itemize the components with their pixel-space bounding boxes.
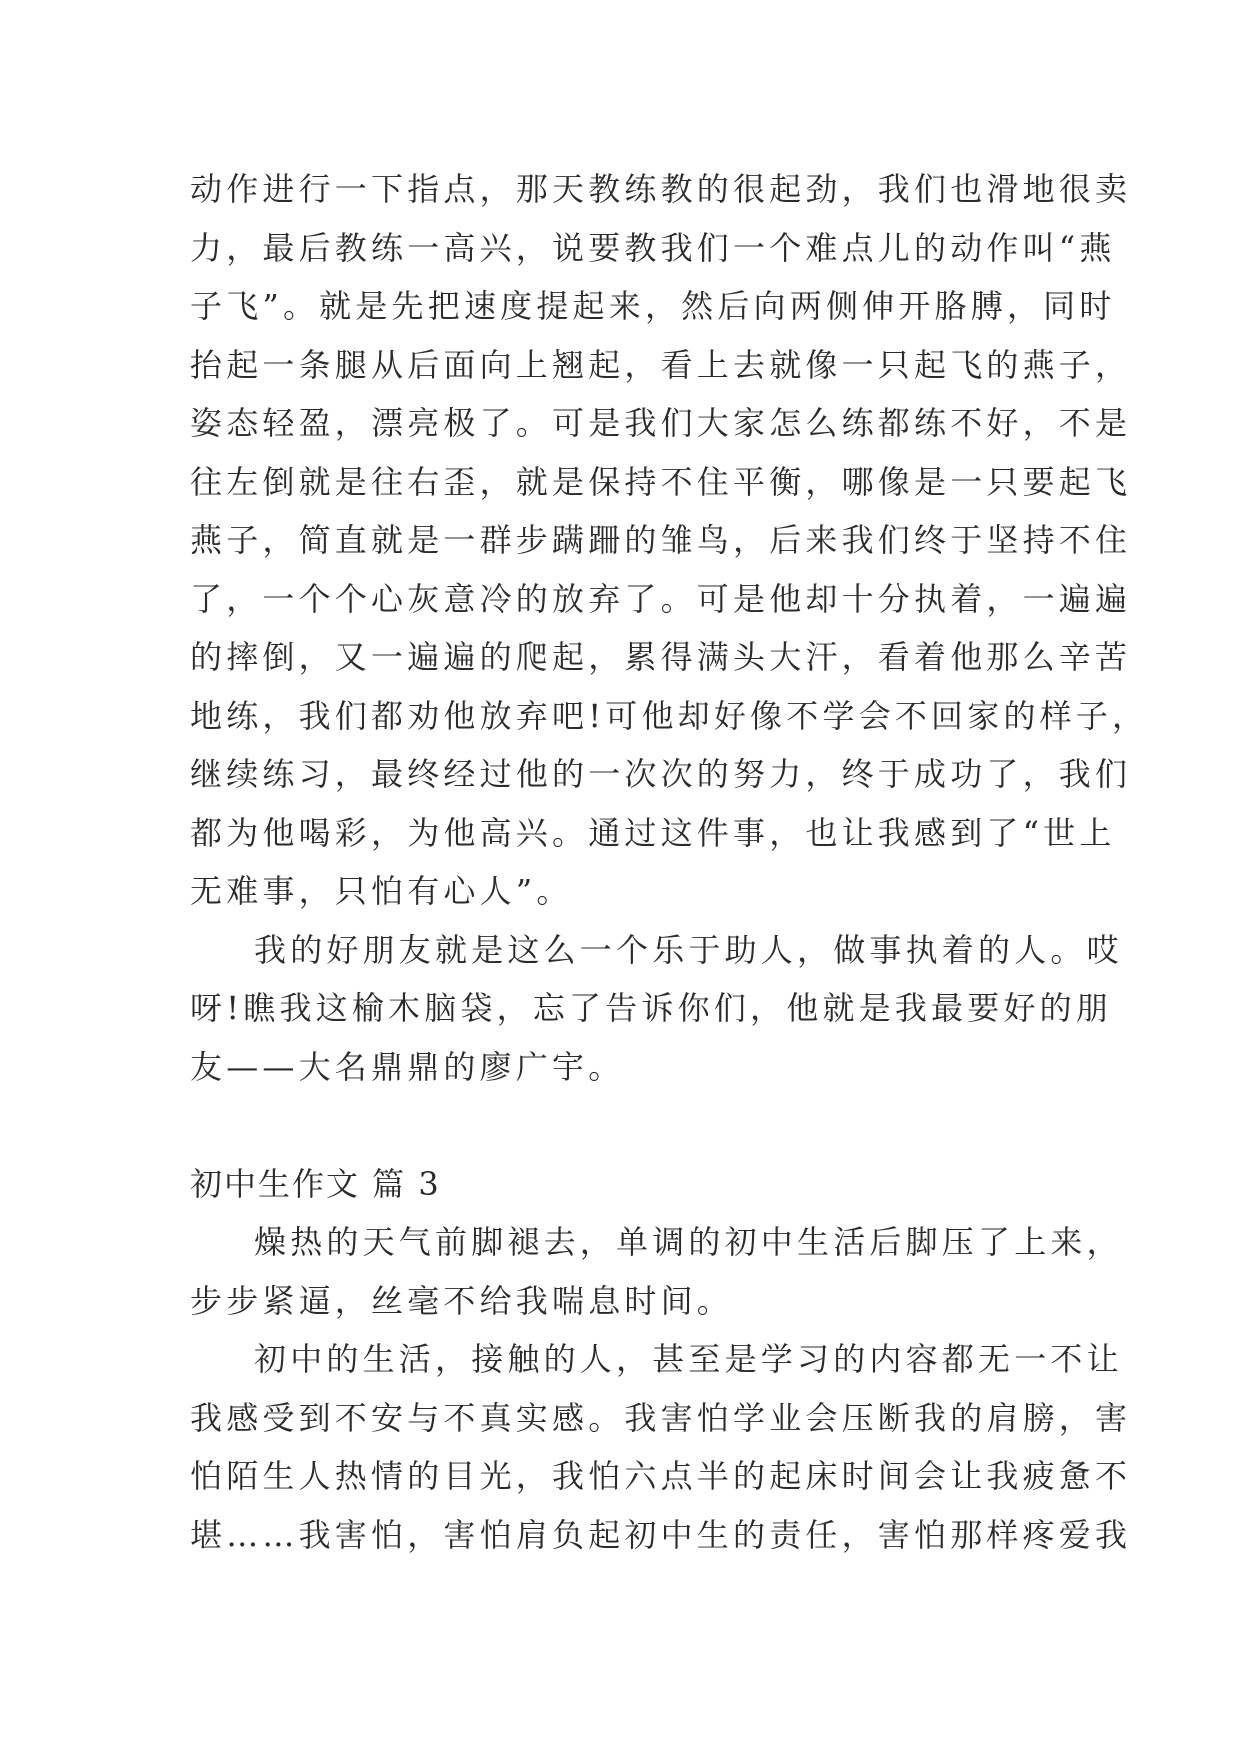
paragraph-4 [190, 1330, 1132, 1564]
text-line: 力，最后教练一高兴，说要教我们一个难点儿的动作叫“燕 [190, 228, 1116, 267]
text-line: 堪……我害怕，害怕肩负起初中生的责任，害怕那样疼爱我 [190, 1515, 1132, 1554]
text-line: 步步紧逼，丝毫不给我喘息时间。 [190, 1281, 734, 1320]
document-body [190, 160, 1149, 1564]
text-line: 动作进行一下指点，那天教练教的很起劲，我们也滑地很卖 [190, 170, 1132, 208]
text-line: 我感受到不安与不真实感。我害怕学业会压断我的肩膀，害 [190, 1398, 1132, 1437]
paragraph-1 [190, 160, 1149, 921]
paragraph-spacer [190, 1096, 1060, 1155]
text-line: 了，一个个心灰意冷的放弃了。可是他却十分执着，一遍遍 [190, 579, 1132, 618]
text-line: 往左倒就是往右歪，就是保持不住平衡，哪像是一只要起飞 [190, 462, 1132, 501]
text-line: 地练，我们都劝他放弃吧!可他却好像不学会不回家的样子， [190, 696, 1149, 735]
section-heading: 初中生作文 篇 3 [190, 1164, 441, 1203]
text-line: 姿态轻盈，漂亮极了。可是我们大家怎么练都练不好，不是 [190, 404, 1132, 442]
text-line: 抬起一条腿从后面向上翘起，看上去就像一只起飞的燕子， [190, 345, 1132, 384]
text-line: 怕陌生人热情的目光，我怕六点半的起床时间会让我疲惫不 [190, 1457, 1132, 1495]
text-line: 燥热的天气前脚褪去，单调的初中生活后脚压了上来， [254, 1223, 1123, 1261]
text-line: 无难事，只怕有心人”。 [190, 872, 573, 910]
text-line: 友——大名鼎鼎的廖广宇。 [190, 1047, 625, 1086]
paragraph-2 [190, 921, 1123, 1097]
paragraph-3 [190, 1213, 1123, 1330]
text-line: 我的好朋友就是这么一个乐于助人，做事执着的人。哎 [254, 930, 1123, 969]
text-line: 都为他喝彩，为他高兴。通过这件事，也让我感到了“世上 [190, 813, 1116, 852]
text-line: 子飞”。就是先把速度提起来，然后向两侧伸开胳膊，同时 [190, 287, 1116, 325]
text-line: 初中的生活，接触的人，甚至是学习的内容都无一不让 [254, 1340, 1123, 1378]
text-line: 呀!瞧我这榆木脑袋，忘了告诉你们，他就是我最要好的朋 [190, 989, 1113, 1027]
text-line: 继续练习，最终经过他的一次次的努力，终于成功了，我们 [190, 755, 1132, 793]
text-line: 的摔倒，又一遍遍的爬起，累得满头大汗，看着他那么辛苦 [190, 638, 1132, 676]
text-line: 燕子，简直就是一群步蹒跚的雏鸟，后来我们终于坚持不住 [190, 521, 1132, 559]
